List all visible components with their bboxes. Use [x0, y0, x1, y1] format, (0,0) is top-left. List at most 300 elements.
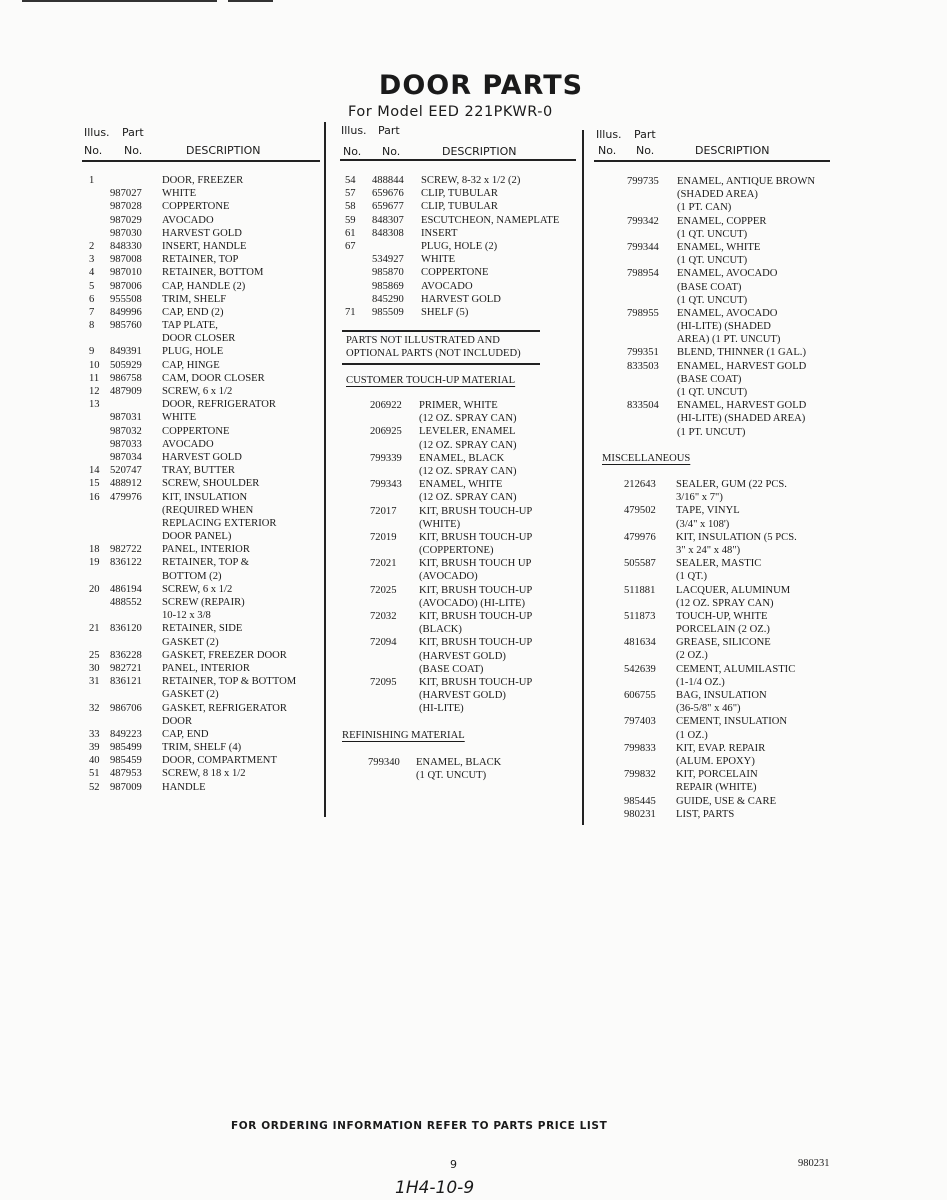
part-number: 849996: [110, 306, 142, 318]
part-description: (1 QT.): [676, 571, 707, 583]
part-description: KIT, BRUSH TOUCH-UP: [419, 637, 533, 649]
part-description: (WHITE): [419, 518, 461, 530]
part-row: [0, 795, 900, 808]
part-row-continuation: [0, 254, 900, 267]
part-description: WHITE: [162, 412, 197, 424]
part-number: 985445: [624, 795, 656, 807]
part-number: 488844: [372, 175, 404, 186]
page-subtitle: For Model EED 221PKWR-0: [348, 104, 553, 120]
part-description: (2 OZ.): [676, 650, 708, 662]
illus-number: 52: [89, 781, 100, 793]
part-description: (36-5/8" x 46"): [676, 703, 741, 715]
col-header-description: DESCRIPTION: [186, 144, 261, 157]
part-number: 486194: [110, 583, 142, 595]
part-description: (REQUIRED WHEN: [162, 504, 254, 516]
part-row-continuation: [0, 729, 900, 742]
part-number: 479976: [624, 531, 656, 543]
part-number: 479976: [110, 491, 142, 503]
part-number: 987034: [110, 451, 142, 463]
part-description: (3/4" x 108'): [676, 518, 730, 530]
col-header-no: No.: [598, 144, 617, 157]
part-description: SCREW, SHOULDER: [162, 478, 260, 490]
part-number: 987029: [110, 214, 142, 226]
part-description: KIT, BRUSH TOUCH-UP: [419, 584, 533, 596]
part-number: 985509: [372, 306, 404, 318]
part-number: 955508: [110, 293, 142, 305]
part-description: WHITE: [162, 188, 197, 200]
part-description: TOUCH-UP, WHITE: [676, 610, 768, 622]
part-description: RETAINER, TOP &: [162, 557, 249, 569]
part-row: [0, 504, 900, 517]
col-header-part: Part: [378, 124, 400, 137]
part-row-continuation: [0, 281, 900, 294]
part-number: 798954: [627, 268, 659, 280]
part-row-continuation: [0, 386, 900, 399]
illus-number: 57: [345, 188, 356, 200]
illus-number: 14: [89, 465, 100, 477]
part-row: [0, 663, 900, 676]
part-row-continuation: [0, 188, 900, 201]
part-number: 987033: [110, 438, 142, 450]
part-description: AVOCADO: [421, 280, 473, 292]
right-parts-list: [0, 175, 900, 439]
illus-number: 51: [89, 768, 100, 780]
part-description: LEVELER, ENAMEL: [419, 426, 516, 438]
part-description: (1-1/4 OZ.): [676, 676, 725, 688]
part-row: [0, 689, 900, 702]
part-description: (BASE COAT): [677, 281, 742, 293]
part-description: SCREW (REPAIR): [162, 597, 245, 608]
part-description: CLIP, TUBULAR: [421, 201, 498, 213]
part-description: (1 QT. UNCUT): [677, 294, 748, 306]
part-row-continuation: [0, 320, 900, 333]
part-row-continuation: [0, 201, 900, 214]
part-row-continuation: [0, 373, 900, 386]
part-row: [0, 241, 900, 254]
part-description: RETAINER, TOP & BOTTOM: [162, 676, 297, 688]
part-description: (1 PT. UNCUT): [677, 426, 746, 438]
part-description: TAP PLATE,: [162, 320, 218, 332]
part-description: CAP, END (2): [162, 306, 224, 318]
part-description: SHELF (5): [421, 306, 469, 318]
page-title: DOOR PARTS: [378, 70, 584, 101]
part-description: PRIMER, WHITE: [419, 400, 498, 411]
part-number: 836121: [110, 676, 142, 688]
part-number: 799735: [627, 176, 659, 187]
header-rule: [82, 160, 320, 162]
part-description: CAM, DOOR CLOSER: [162, 372, 265, 384]
misc-list: [0, 478, 900, 821]
part-description: REPLACING EXTERIOR: [162, 517, 277, 529]
part-description: (BLACK): [419, 624, 462, 636]
part-description: COPPERTONE: [421, 267, 489, 279]
part-number: 987028: [110, 201, 142, 213]
col-header-illus: Illus.: [84, 126, 110, 139]
part-row-continuation: [0, 518, 900, 531]
part-row: [0, 478, 900, 491]
part-description: ENAMEL, HARVEST GOLD: [677, 360, 807, 372]
illus-number: 54: [345, 175, 356, 186]
part-number: 987006: [110, 280, 142, 292]
part-row-continuation: [0, 702, 900, 715]
part-number: 848330: [110, 240, 142, 252]
part-row: [0, 267, 900, 280]
part-number: 848307: [372, 214, 404, 226]
part-number: 488912: [110, 478, 142, 490]
part-description: KIT, EVAP. REPAIR: [676, 742, 766, 754]
part-number: 797403: [624, 716, 656, 728]
part-number: 833504: [627, 400, 659, 412]
col-header-part-no: No.: [636, 144, 655, 157]
part-description: (COPPERTONE): [419, 545, 494, 557]
part-row-continuation: [0, 465, 580, 478]
part-number: 72021: [370, 558, 397, 570]
part-number: 487909: [110, 386, 142, 397]
part-number: 987027: [110, 188, 142, 200]
part-number: 987030: [110, 227, 142, 239]
col-header-no: No.: [84, 144, 103, 157]
part-row-continuation: [0, 491, 900, 504]
illus-number: 5: [89, 280, 95, 292]
illus-number: 32: [89, 702, 100, 714]
part-row-continuation: [0, 676, 900, 689]
misc-heading: MISCELLANEOUS: [602, 453, 691, 464]
col-header-illus: Illus.: [341, 124, 367, 137]
illus-number: 61: [345, 227, 356, 239]
part-description: COPPERTONE: [162, 425, 230, 437]
part-description: SCREW, 8 18 x 1/2: [162, 768, 246, 780]
part-description: SEALER, MASTIC: [676, 558, 762, 570]
part-row: [0, 610, 900, 623]
part-number: 488552: [110, 597, 142, 608]
part-description: TRAY, BUTTER: [162, 465, 235, 477]
illus-number: 31: [89, 676, 100, 688]
part-description: HANDLE: [162, 781, 206, 793]
part-number: 849391: [110, 346, 142, 358]
part-description: KIT, BRUSH TOUCH-UP: [419, 505, 533, 517]
part-description: ENAMEL, HARVEST GOLD: [677, 400, 807, 412]
part-number: 986706: [110, 702, 142, 714]
part-number: 72032: [370, 611, 397, 622]
part-description: COPPERTONE: [162, 201, 230, 213]
part-number: 986758: [110, 372, 142, 384]
part-number: 982722: [110, 544, 142, 556]
col-header-part-no: No.: [124, 144, 143, 157]
illus-number: 3: [89, 254, 95, 266]
part-description: 10-12 x 3/8: [162, 610, 211, 622]
part-number: 845290: [372, 293, 404, 305]
part-number: 982721: [110, 662, 142, 674]
illus-number: 33: [89, 728, 100, 740]
illus-number: 67: [345, 240, 356, 252]
part-row: [0, 715, 900, 728]
part-description: HARVEST GOLD: [421, 293, 501, 305]
part-description: ENAMEL, COPPER: [677, 215, 767, 227]
part-row: [0, 360, 900, 373]
part-description: ENAMEL, AVOCADO: [677, 268, 778, 280]
part-description: (12 OZ. SPRAY CAN): [676, 597, 774, 609]
part-row: [0, 452, 580, 465]
part-number: 980231: [624, 808, 656, 820]
part-description: BAG, INSULATION: [676, 690, 767, 701]
part-description: RETAINER, SIDE: [162, 623, 243, 635]
part-description: LACQUER, ALUMINUM: [676, 584, 791, 596]
part-description: TRIM, SHELF (4): [162, 742, 242, 754]
part-number: 799344: [627, 241, 659, 253]
part-description: SCREW, 6 x 1/2: [162, 386, 233, 397]
part-description: GASKET (2): [162, 689, 219, 701]
part-description: AVOCADO: [162, 438, 214, 450]
part-description: (SHADED AREA): [677, 189, 758, 201]
illus-number: 9: [89, 346, 95, 358]
part-description: 3" x 24" x 48"): [676, 544, 741, 556]
part-description: SCREW, 8-32 x 1/2 (2): [421, 175, 521, 186]
part-description: (1 QT. UNCUT): [677, 255, 748, 267]
part-description: CAP, HINGE: [162, 359, 220, 371]
part-description: (ALUM. EPOXY): [676, 755, 755, 767]
part-description: ENAMEL, BLACK: [419, 452, 505, 464]
part-description: (1 QT. UNCUT): [416, 770, 487, 782]
part-description: KIT, INSULATION: [162, 491, 248, 503]
illus-number: 2: [89, 240, 95, 252]
part-number: 487953: [110, 768, 142, 780]
illus-number: 12: [89, 386, 100, 397]
part-description: (AVOCADO): [419, 571, 478, 583]
part-description: (BASE COAT): [677, 373, 742, 385]
part-number: 985459: [110, 755, 142, 767]
part-description: (BASE COAT): [419, 663, 484, 675]
part-number: 206925: [370, 426, 402, 438]
part-description: LIST, PARTS: [676, 808, 735, 820]
part-description: HARVEST GOLD: [162, 451, 242, 463]
part-description: (HI-LITE) (SHADED: [677, 321, 771, 333]
part-number: 72095: [370, 676, 397, 688]
part-description: KIT, BRUSH TOUCH UP: [419, 558, 532, 570]
part-row: [0, 215, 900, 228]
part-description: BLEND, THINNER (1 GAL.): [677, 347, 806, 359]
part-number: 505929: [110, 359, 142, 371]
part-row-continuation: [0, 439, 580, 452]
part-number: 799343: [370, 479, 402, 491]
part-number: 987009: [110, 781, 142, 793]
document-code: 980231: [798, 1158, 830, 1169]
part-row-continuation: [0, 623, 900, 636]
part-number: 206922: [370, 400, 402, 411]
part-description: (12 OZ. SPRAY CAN): [419, 439, 517, 451]
part-row-continuation: [0, 755, 900, 768]
illus-number: 1: [89, 175, 95, 186]
part-number: 505587: [624, 558, 656, 570]
part-description: DOOR, FREEZER: [162, 175, 244, 186]
part-description: KIT, PORCELAIN: [676, 769, 758, 781]
part-description: (HARVEST GOLD): [419, 650, 506, 662]
part-description: INSERT: [421, 227, 458, 239]
part-number: 798955: [627, 307, 659, 319]
part-number: 836228: [110, 649, 142, 661]
part-description: ENAMEL, WHITE: [419, 479, 503, 491]
illus-number: 15: [89, 478, 100, 490]
part-description: WHITE: [421, 254, 456, 266]
header-rule: [594, 160, 830, 162]
part-description: CAP, HANDLE (2): [162, 280, 246, 292]
part-number: 799339: [370, 452, 402, 464]
illus-number: 10: [89, 359, 100, 371]
part-description: GUIDE, USE & CARE: [676, 795, 777, 807]
part-number: 520747: [110, 465, 142, 477]
part-description: (1 QT. UNCUT): [677, 387, 748, 398]
part-description: DOOR PANEL): [162, 531, 232, 543]
part-description: (AVOCADO) (HI-LITE): [419, 597, 526, 609]
part-description: CEMENT, ALUMILASTIC: [676, 663, 796, 675]
part-description: GASKET, FREEZER DOOR: [162, 649, 287, 661]
part-number: 212643: [624, 479, 656, 490]
part-number: 799833: [624, 742, 656, 754]
header-rule: [340, 159, 576, 161]
part-row-continuation: [0, 426, 900, 439]
page-number: 9: [450, 1158, 457, 1171]
illus-number: 13: [89, 399, 100, 411]
part-description: GREASE, SILICONE: [676, 637, 771, 649]
part-description: KIT, BRUSH TOUCH-UP: [419, 611, 533, 622]
part-number: 987010: [110, 267, 142, 279]
part-description: ENAMEL, BLACK: [416, 757, 502, 768]
part-row: [0, 531, 900, 544]
part-number: 987032: [110, 425, 142, 437]
col-header-description: DESCRIPTION: [695, 144, 770, 157]
part-number: 836122: [110, 557, 142, 569]
part-description: CAP, END: [162, 728, 209, 740]
part-number: 72094: [370, 637, 397, 649]
part-description: RETAINER, BOTTOM: [162, 267, 264, 279]
part-number: 511881: [624, 584, 656, 596]
part-description: DOOR CLOSER: [162, 333, 236, 345]
part-description: CEMENT, INSULATION: [676, 716, 788, 728]
part-row: [0, 768, 900, 781]
part-description: (HARVEST GOLD): [419, 690, 506, 702]
part-description: PANEL, INTERIOR: [162, 662, 250, 674]
part-number: 72017: [370, 505, 397, 517]
col-header-description: DESCRIPTION: [442, 145, 517, 158]
part-description: (12 OZ. SPRAY CAN): [419, 465, 517, 477]
part-number: 985499: [110, 742, 142, 754]
part-description: CLIP, TUBULAR: [421, 188, 498, 200]
part-row: [0, 307, 900, 320]
part-description: ENAMEL, WHITE: [677, 241, 761, 253]
part-number: 799832: [624, 769, 656, 781]
part-description: DOOR: [162, 715, 193, 727]
part-number: 987031: [110, 412, 142, 424]
illus-number: 30: [89, 662, 100, 674]
part-description: REPAIR (WHITE): [676, 782, 757, 794]
illus-number: 18: [89, 544, 100, 556]
ordering-note: FOR ORDERING INFORMATION REFER TO PARTS PRICE LIST: [231, 1120, 608, 1132]
part-description: (HI-LITE) (SHADED AREA): [677, 413, 806, 425]
part-number: 985760: [110, 320, 142, 332]
part-row-continuation: [0, 544, 900, 557]
part-row-continuation: [0, 412, 900, 425]
part-description: SCREW, 6 x 1/2: [162, 583, 233, 595]
col-header-part: Part: [634, 128, 656, 141]
part-number: 833503: [627, 360, 659, 372]
part-row-continuation: [0, 570, 900, 583]
part-description: AREA) (1 PT. UNCUT): [677, 334, 781, 346]
part-number: 534927: [372, 254, 404, 266]
illus-number: 40: [89, 755, 100, 767]
col-header-no: No.: [343, 145, 362, 158]
part-number: 836120: [110, 623, 142, 635]
part-number: 606755: [624, 690, 656, 701]
part-number: 542639: [624, 663, 656, 675]
part-row-continuation: [0, 781, 900, 794]
part-description: (1 QT. UNCUT): [677, 228, 748, 240]
part-description: (12 OZ. SPRAY CAN): [419, 492, 517, 504]
part-number: 72025: [370, 584, 397, 596]
illus-number: 21: [89, 623, 100, 635]
part-row-continuation: [0, 649, 900, 662]
part-number: 659676: [372, 188, 404, 200]
handwritten-note: 1H4-10-9: [395, 1178, 475, 1198]
part-number: 72019: [370, 531, 397, 543]
illus-number: 58: [345, 201, 356, 213]
part-row: [0, 175, 900, 188]
illus-number: 11: [89, 372, 100, 384]
part-number: 985869: [372, 280, 404, 292]
part-description: KIT, BRUSH TOUCH-UP: [419, 676, 533, 688]
scan-edge-line: [22, 0, 217, 2]
illus-number: 6: [89, 293, 95, 305]
part-number: 659677: [372, 201, 404, 213]
part-description: (1 OZ.): [676, 729, 708, 741]
part-description: PLUG, HOLE (2): [421, 240, 498, 252]
illus-number: 25: [89, 649, 100, 661]
part-description: GASKET (2): [162, 636, 219, 648]
refinishing-heading: REFINISHING MATERIAL: [342, 730, 465, 741]
part-row: [0, 636, 900, 649]
part-number: 479502: [624, 505, 656, 517]
part-number: 987008: [110, 254, 142, 266]
scan-edge-line: [228, 0, 273, 2]
part-description: TAPE, VINYL: [676, 505, 740, 517]
part-description: BOTTOM (2): [162, 570, 222, 582]
part-description: DOOR, REFRIGERATOR: [162, 399, 276, 411]
not-illustrated-heading-2: OPTIONAL PARTS (NOT INCLUDED): [346, 348, 521, 359]
part-description: GASKET, REFRIGERATOR: [162, 702, 287, 714]
illus-number: 8: [89, 320, 95, 332]
part-description: ESCUTCHEON, NAMEPLATE: [421, 214, 560, 226]
part-description: HARVEST GOLD: [162, 227, 242, 239]
part-description: RETAINER, TOP: [162, 254, 239, 266]
touchup-heading: CUSTOMER TOUCH-UP MATERIAL: [346, 375, 516, 386]
not-illustrated-heading-1: PARTS NOT ILLUSTRATED AND: [346, 335, 500, 346]
part-number: 985870: [372, 267, 404, 279]
part-description: PLUG, HOLE: [162, 346, 224, 358]
illus-number: 71: [345, 306, 356, 318]
part-description: PORCELAIN (2 OZ.): [676, 624, 770, 636]
illus-number: 16: [89, 491, 100, 503]
part-description: KIT, INSULATION (5 PCS.: [676, 531, 797, 543]
illus-number: 20: [89, 583, 100, 595]
part-row-continuation: [0, 228, 900, 241]
part-number: 799342: [627, 215, 659, 227]
part-description: PANEL, INTERIOR: [162, 544, 250, 556]
part-description: AVOCADO: [162, 214, 214, 226]
part-row-continuation: [0, 333, 900, 346]
col-header-part: Part: [122, 126, 144, 139]
part-row: [0, 742, 900, 755]
illus-number: 59: [345, 214, 356, 226]
part-row: [0, 557, 900, 570]
part-description: SEALER, GUM (22 PCS.: [676, 479, 787, 490]
